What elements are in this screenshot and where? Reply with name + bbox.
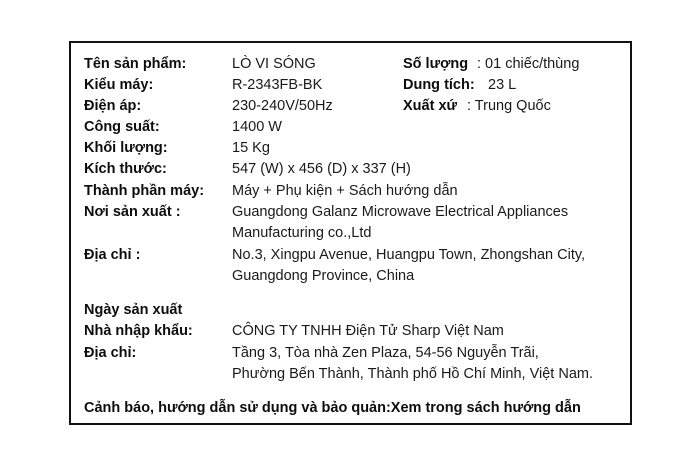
weight-label: Khối lượng:	[84, 140, 168, 156]
manufacturer-address-line-1: No.3, Xingpu Avenue, Huangpu Town, Zhongshan City,	[232, 247, 586, 263]
importer-label: Nhà nhập khẩu:	[84, 323, 193, 339]
power-label: Công suất:	[84, 119, 160, 135]
manufacturer-address-label: Địa chỉ :	[84, 247, 141, 263]
manufacturer-line-2: Manufacturing co.,Ltd	[232, 225, 372, 241]
importer-address-label: Địa chỉ:	[84, 345, 137, 361]
model-label: Kiểu máy:	[84, 77, 154, 93]
production-date-label: Ngày sản xuất	[84, 302, 183, 318]
capacity-label: Dung tích:	[403, 77, 475, 93]
manufacturer-address-line-2: Guangdong Province, China	[232, 268, 415, 284]
quantity-value: : 01 chiếc/thùng	[477, 56, 580, 72]
voltage-label: Điện áp:	[84, 98, 142, 114]
warning-text: Cảnh báo, hướng dẫn sử dụng và bảo quản:Xem trong sách hướng dẫn	[84, 400, 581, 416]
product-name-value: LÒ VI SÓNG	[232, 56, 316, 72]
dimensions-value: 547 (W) x 456 (D) x 337 (H)	[232, 161, 411, 177]
components-value: Máy + Phụ kiện + Sách hướng dẫn	[232, 183, 458, 199]
capacity-value: 23 L	[488, 77, 517, 93]
manufacturer-label: Nơi sản xuất :	[84, 204, 181, 220]
model-value: R-2343FB-BK	[232, 77, 323, 93]
importer-address-line-2: Phường Bến Thành, Thành phố Hồ Chí Minh, Việt Nam.	[232, 366, 593, 382]
weight-value: 15 Kg	[232, 140, 270, 156]
dimensions-label: Kích thước:	[84, 161, 167, 177]
product-name-label: Tên sản phẩm:	[84, 56, 187, 72]
power-value: 1400 W	[232, 119, 282, 135]
quantity-label: Số lượng	[403, 56, 469, 72]
origin-label: Xuất xứ	[403, 98, 458, 114]
components-label: Thành phần máy:	[84, 183, 205, 199]
origin-value: : Trung Quốc	[467, 98, 551, 114]
importer-address-line-1: Tầng 3, Tòa nhà Zen Plaza, 54-56 Nguyễn Trãi,	[232, 345, 539, 361]
voltage-value: 230-240V/50Hz	[232, 98, 333, 114]
manufacturer-line-1: Guangdong Galanz Microwave Electrical Appliances	[232, 204, 569, 220]
importer-value: CÔNG TY TNHH Điện Tử Sharp Việt Nam	[232, 323, 504, 339]
